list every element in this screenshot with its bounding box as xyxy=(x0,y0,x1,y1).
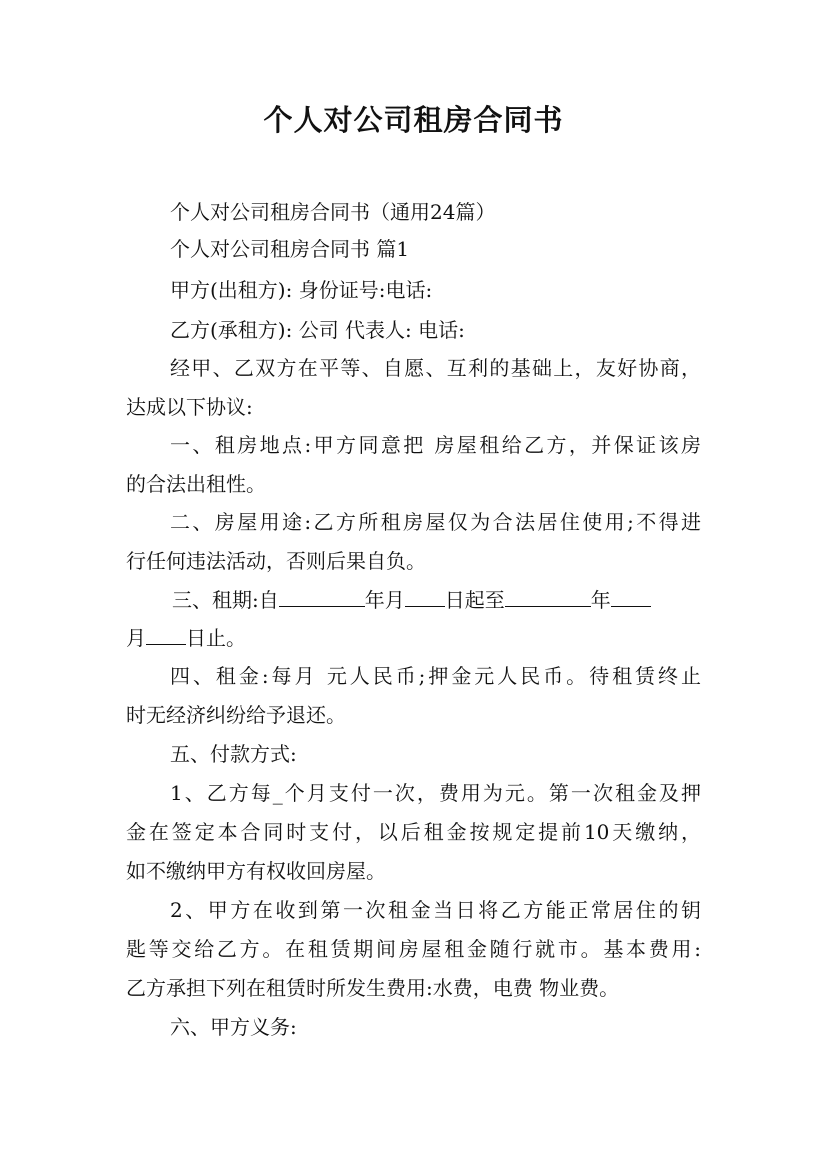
party-b-line: 乙方(承租方): 公司 代表人: 电话: xyxy=(170,318,465,342)
paragraph-text: 1、乙方每_个月支付一次，费用为元。第一次租金及押 xyxy=(170,781,701,805)
section-heading: 五、付款方式: xyxy=(170,742,297,766)
paragraph-text: 一、租房地点:甲方同意把 房屋租给乙方，并保证该房 xyxy=(170,433,701,457)
blank-field xyxy=(146,626,186,645)
blank-field xyxy=(405,588,445,607)
lease-term-text: 年 xyxy=(590,588,611,612)
document-title: 个人对公司租房合同书 xyxy=(263,103,564,137)
paragraph-text: 四、租金:每月 元人民币;押金元人民币。待租赁终止 xyxy=(170,664,701,688)
paragraph-line xyxy=(126,433,701,457)
section-heading: 六、甲方义务: xyxy=(170,1015,297,1039)
paragraph-line xyxy=(126,510,701,534)
lease-term-text: 年月 xyxy=(364,588,405,612)
subtitle-line: 个人对公司租房合同书（通用24篇） xyxy=(170,200,496,224)
paragraph-text: 二、房屋用途:乙方所租房屋仅为合法居住使用;不得进 xyxy=(170,510,701,534)
paragraph-line: 的合法出租性。 xyxy=(126,472,266,496)
blank-field xyxy=(279,588,365,607)
lease-term-text: 日起至 xyxy=(444,588,505,612)
paragraph-line xyxy=(126,664,701,688)
paragraph-line xyxy=(126,356,701,380)
party-a-line: 甲方(出租方): 身份证号:电话: xyxy=(170,278,433,302)
section-heading: 个人对公司租房合同书 篇1 xyxy=(170,237,410,261)
paragraph-line: 时无经济纠纷给予退还。 xyxy=(126,703,346,727)
paragraph-line xyxy=(126,781,701,805)
paragraph-line: 行任何违法活动，否则后果自负。 xyxy=(126,549,426,573)
lease-term-label: 三、租期:自 xyxy=(172,588,279,612)
paragraph-text: 经甲、乙双方在平等、自愿、互利的基础上，友好协商， xyxy=(170,356,701,380)
paragraph-line xyxy=(126,898,701,922)
paragraph-line: 匙等交给乙方。在租赁期间房屋租金随行就市。基本费用: xyxy=(126,937,701,961)
lease-term-line xyxy=(126,626,246,650)
paragraph-line: 金在签定本合同时支付，以后租金按规定提前10天缴纳， xyxy=(126,820,701,844)
lease-term-text: 月 xyxy=(126,626,146,650)
lease-term-line xyxy=(172,588,651,612)
paragraph-line: 达成以下协议: xyxy=(126,395,253,419)
blank-field xyxy=(611,588,651,607)
paragraph-text: 2、甲方在收到第一次租金当日将乙方能正常居住的钥 xyxy=(170,898,701,922)
blank-field xyxy=(505,588,591,607)
paragraph-line: 如不缴纳甲方有权收回房屋。 xyxy=(126,859,386,883)
paragraph-line: 乙方承担下列在租赁时所发生费用:水费，电费 物业费。 xyxy=(126,976,620,1000)
lease-term-text: 日止。 xyxy=(186,626,246,650)
